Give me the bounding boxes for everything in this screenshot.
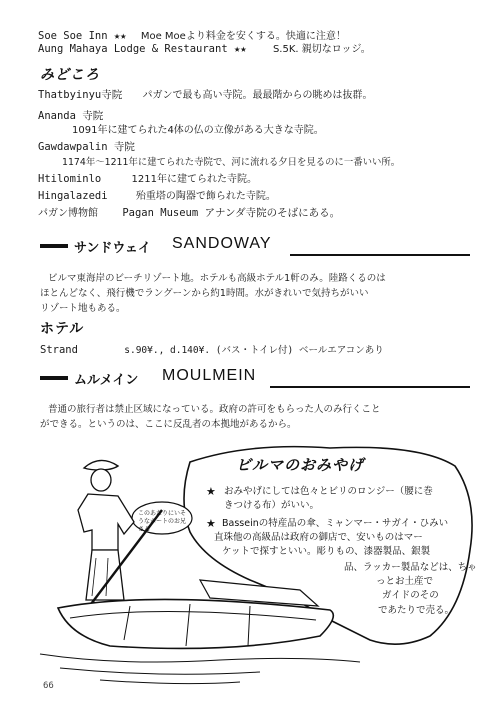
sandoway-body-2: ほとんどなく、飛行機でラングーンから約1時間。水がきれいで気持ちがいい [40,288,369,299]
sandoway-body-3: リゾート地もある。 [40,303,126,314]
water-lines [40,654,360,684]
souvenir-item-2-line: ガイドのその [382,590,439,601]
sight-item [38,173,257,186]
section-moulmein [40,365,470,389]
section-rule [270,386,470,388]
page-number: 66 [43,681,54,691]
boat-hull [58,599,333,648]
souvenir-item-2-line: 品、ラッカー製品などは、ちゃ [344,562,477,573]
section-title-en: SANDOWAY [172,235,272,252]
sight-item [38,207,340,220]
hotel-line [40,344,384,357]
sight-name: Hingalazedi [38,190,108,202]
lodging-note: Moe Moeより料金を安くする。快適に注意！ [140,31,346,42]
lodging-note: S.5K. 親切なロッジ。 [272,44,371,55]
sight-name: Gawdawpalin 寺院 [38,141,135,153]
souvenir-item-1-line: きつける布）がいい。 [224,500,320,511]
sight-item [38,110,103,123]
boatman-longyi [86,550,124,600]
section-bar [40,244,68,248]
sandoway-body-1: ビルマ東海岸のビーチリゾート地。ホテルも高級ホテル1軒のみ。陸路くるのは [48,273,386,284]
lodging-line-2 [38,43,371,56]
souvenir-item-2-line: ケットで探すといい。彫りもの、漆器製品、銀製 [222,546,431,557]
sight-desc: 殆重塔の陶器で飾られた寺院。 [135,191,276,202]
hotel-price: s.90¥., d.140¥. (バス・トイレ付) ベールエアコンあり [124,345,384,356]
sight-desc: 1211年に建てられた寺院。 [131,174,257,185]
hotel-name: Strand [40,344,78,356]
souvenir-item-2-line: っとお土産で [376,576,434,587]
souvenir-item-2-line: Basseinの特産品の傘、ミャンマー・サガイ・ひみい [222,518,449,529]
sight-name: Ananda 寺院 [38,110,104,122]
souvenir-title: ビルマのおみやげ [236,456,365,474]
souvenir-item-2-line: であたりで売る。 [378,605,455,616]
lodging-name: Aung Mahaya Lodge & Restaurant ★★ [38,43,247,55]
moulmein-body-1: 普通の旅行者は禁止区域になっている。政府の許可をもらった人のみ行くこと [48,404,381,415]
sights-heading: みどころ [40,67,100,83]
lodging-line-1 [38,30,346,43]
boatman-shirt [78,494,134,550]
star-icon: ★ [206,485,216,498]
section-rule [290,254,470,256]
sight-item [38,89,373,102]
sight-item [38,190,276,203]
boatman-head [91,469,111,491]
sight-name: パガン博物館 [38,208,98,219]
hotel-heading: ホテル [40,321,85,337]
sight-name: Htilominlo [38,173,102,185]
section-title-jp: サンドウェイ [74,241,151,256]
sight-desc: パガンで最も高い寺院。最最階からの眺めは抜群。 [142,90,373,101]
section-sandoway [40,233,470,257]
sight-name: Thatbyinyu寺院 [38,89,123,101]
souvenir-item-2-line: 直珠他の高級品は政府の御店で、安いものはマー [214,532,423,543]
star-icon: ★ [206,517,216,530]
sight-desc: Pagan Museum アナンダ寺院のそばにある。 [122,207,341,219]
section-title-jp: ムルメイン [74,373,139,388]
small-bubble-text: このあたりにいそうなボートのお兄さん [138,510,187,533]
sight-desc: 1091年に建てられた4体の仏の立像がある大きな寺院。 [72,125,324,136]
section-bar [40,376,68,380]
souvenir-item-1-line: おみやげにしては色々とビリのロンジー（腰に巻 [224,486,433,497]
lodging-name: Soe Soe Inn ★★ [38,30,127,42]
sight-desc: 1174年～1211年に建てられた寺院で、河に流れる夕日を見るのに一番いい所。 [62,157,401,168]
section-title-en: MOULMEIN [162,367,257,384]
sight-item [38,141,135,154]
moulmein-body-2: ができる。というのは、ここに反乱者の本拠地があるから。 [40,419,297,430]
